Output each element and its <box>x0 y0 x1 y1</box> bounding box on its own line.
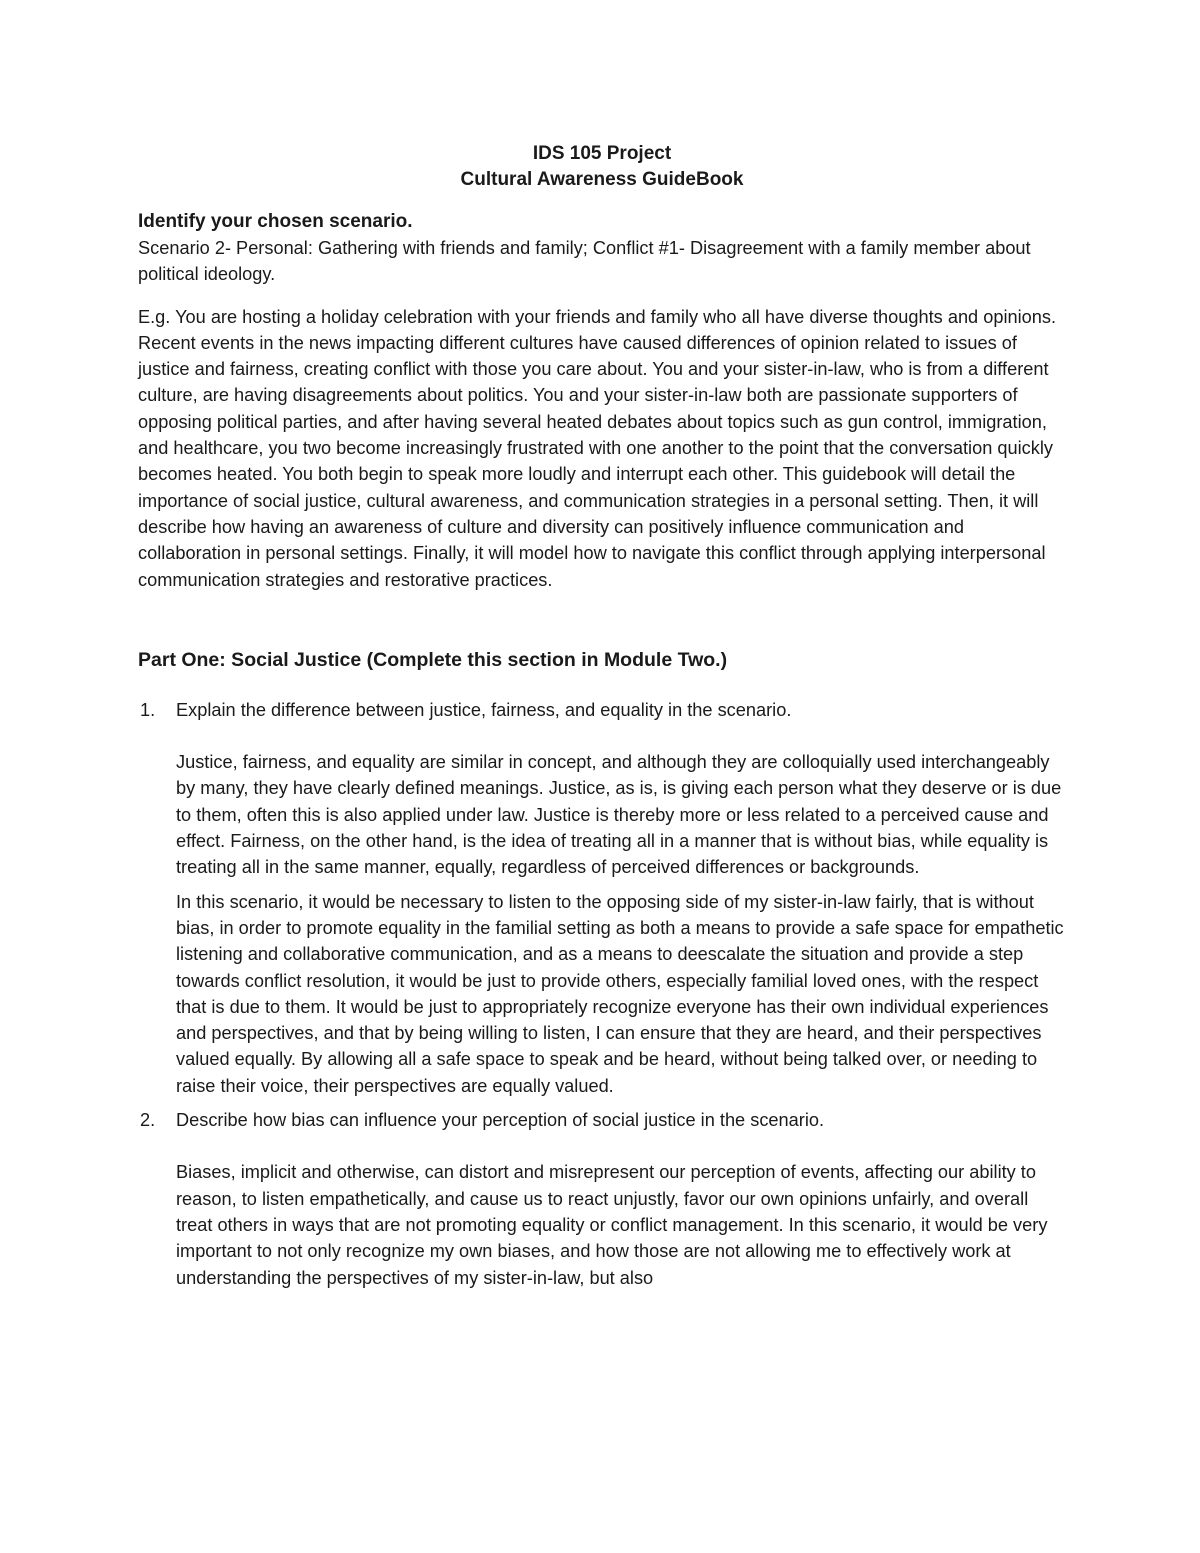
document-subtitle: Cultural Awareness GuideBook <box>460 169 744 190</box>
answer-paragraph: Biases, implicit and otherwise, can distort and misrepresent our perception of events, affecting our ability to reason, to listen empathetically, and cause us to react unjustly, favor our own opinions unfairly, and overall treat others in ways that are not promoting equality or conflict management. In this scenario, it would be very important to not only recognize my own biases, and how those are not allowing me to effectively work at understanding the perspectives of my sister-in-law, but also <box>176 1162 1048 1288</box>
question-number: 2. <box>140 1110 156 1131</box>
question-number: 1. <box>140 699 156 720</box>
document-title-block <box>138 141 1066 193</box>
question-item <box>138 697 1066 1099</box>
question-prompt: Explain the difference between justice, fairness, and equality in the scenario. <box>176 699 792 720</box>
document-content <box>138 141 1066 1299</box>
question-item <box>138 1107 1066 1291</box>
answer-paragraph: Justice, fairness, and equality are similar in concept, and although they are colloquially used interchangeably by many, they have clearly defined meanings. Justice, as is, is giving each person what they deserve or is due to them, often this is also applied under law. Justice is thereby more or less related to a perceived cause and effect. Fairness, on the other hand, is the idea of treating all in a manner that is without bias, while equality is treating all in the same manner, equally, regardless of perceived differences or backgrounds. <box>176 752 1062 878</box>
document-title: IDS 105 Project <box>532 143 672 164</box>
part-one-heading: Part One: Social Justice (Complete this section in Module Two.) <box>138 648 728 671</box>
scenario-text: Scenario 2- Personal: Gathering with friends and family; Conflict #1- Disagreement with a family member about political ideology. <box>138 238 1031 285</box>
answer-paragraph: In this scenario, it would be necessary to listen to the opposing side of my sister-in-law fairly, that is without bias, in order to promote equality in the familial setting as both a means to provide a safe space for empathetic listening and collaborative communication, and as a means to deescalate the situation and provide a step towards conflict resolution, it would be just to provide others, especially familial loved ones, with the respect that is due to them. It would be just to appropriately recognize everyone has their own individual experiences and perspectives, and that by being willing to listen, I can ensure that they are heard, and their perspectives valued equally. By allowing all a safe space to speak and be heard, without being talked over, or needing to raise their voice, their perspectives are equally valued. <box>176 891 1064 1096</box>
question-prompt: Describe how bias can influence your perception of social justice in the scenario. <box>176 1110 825 1131</box>
question-list <box>138 697 1066 1291</box>
scenario-heading: Identify your chosen scenario. <box>138 211 413 232</box>
example-paragraph: E.g. You are hosting a holiday celebration with your friends and family who all have diverse thoughts and opinions. Recent events in the news impacting different cultures have caused differences of opinion related to issues of justice and fairness, creating conflict with those you care about. You and your sister-in-law, who is from a different culture, are having disagreements about politics. You and your sister-in-law both are passionate supporters of opposing political parties, and after having several heated debates about topics such as gun control, immigration, and healthcare, you two become increasingly frustrated with one another to the point that the conversation quickly becomes heated. You both begin to speak more loudly and interrupt each other. This guidebook will detail the importance of social justice, cultural awareness, and communication strategies in a personal setting. Then, it will describe how having an awareness of culture and diversity can positively influence communication and collaboration in personal settings. Finally, it will model how to navigate this conflict through applying interpersonal communication strategies and restorative practices. <box>138 306 1057 590</box>
